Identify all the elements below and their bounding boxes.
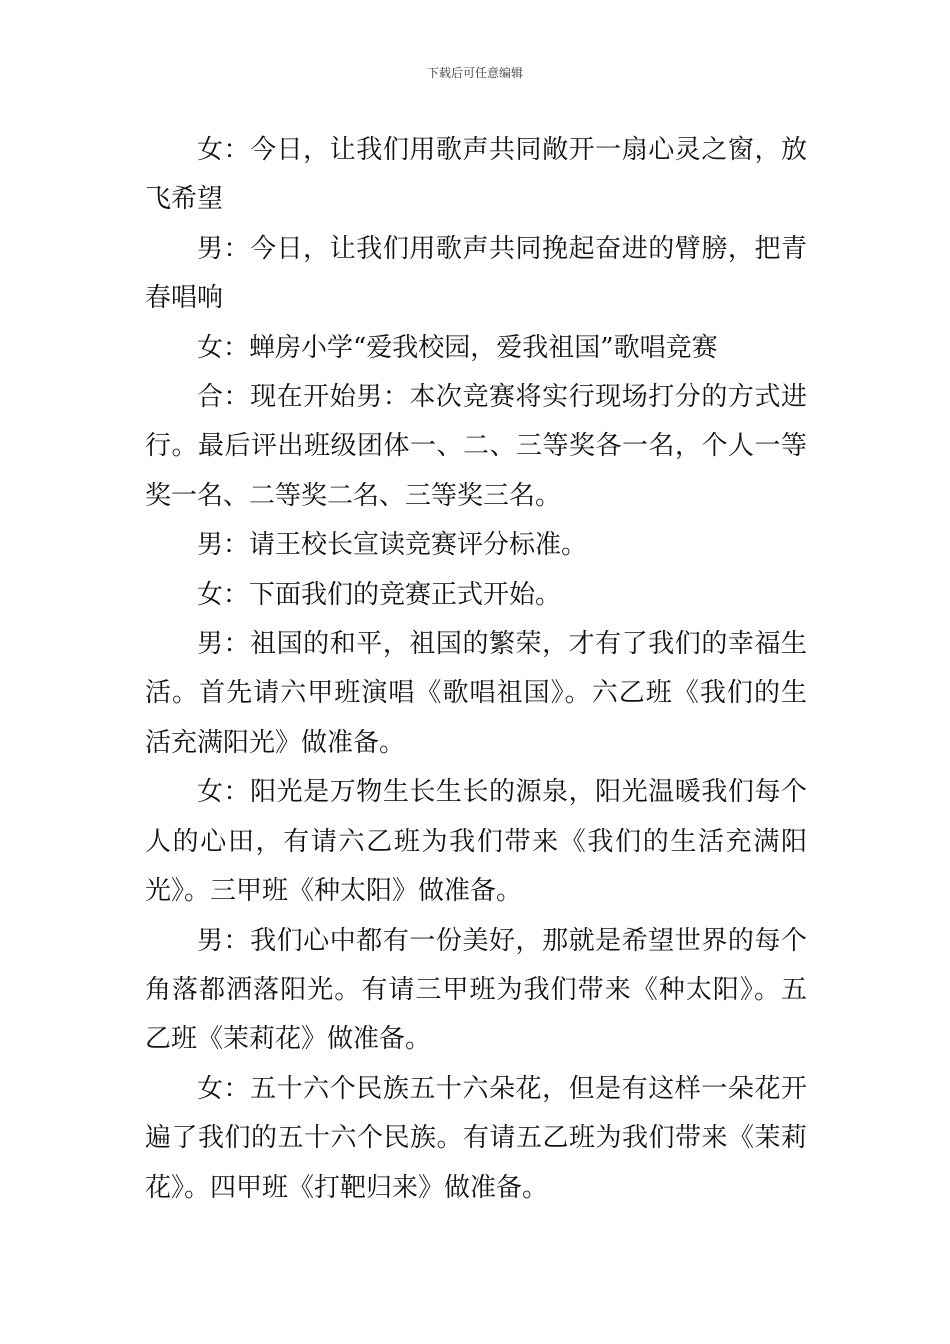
page-header: 下载后可任意编辑 bbox=[426, 66, 523, 80]
paragraph: 女：下面我们的竞赛正式开始。 bbox=[197, 579, 562, 610]
paragraph: 男：祖国的和平，祖国的繁荣，才有了我们的幸福生活。首先请六甲班演唱《歌唱祖国》。六乙班《我们的生活充满阳光》做准备。 bbox=[145, 629, 807, 758]
paragraph: 男：请王校长宣读竞赛评分标准。 bbox=[197, 530, 588, 561]
paragraph: 合：现在开始男：本次竞赛将实行现场打分的方式进行。最后评出班级团体一、二、三等奖各一名，个人一等奖一名、二等奖二名、三等奖三名。 bbox=[145, 382, 807, 511]
paragraph: 男：我们心中都有一份美好，那就是希望世界的每个角落都洒落阳光。有请三甲班为我们带来《种太阳》。五乙班《茉莉花》做准备。 bbox=[145, 925, 807, 1055]
paragraph: 男：今日，让我们用歌声共同挽起奋进的臂膀，把青春唱响 bbox=[145, 233, 807, 314]
paragraph: 女：五十六个民族五十六朵花，但是有这样一朵花开遍了我们的五十六个民族。有请五乙班为我们带来《茉莉花》。四甲班《打靶归来》做准备。 bbox=[145, 1073, 807, 1203]
paragraph: 女：今日，让我们用歌声共同敞开一扇心灵之窗，放飞希望 bbox=[145, 135, 807, 215]
document-body bbox=[145, 126, 807, 1213]
paragraph: 女：阳光是万物生长生长的源泉，阳光温暖我们每个人的心田，有请六乙班为我们带来《我们的生活充满阳光》。三甲班《种太阳》做准备。 bbox=[145, 777, 807, 907]
paragraph: 女：蝉房小学“爱我校园，爱我祖国”歌唱竞赛 bbox=[197, 332, 718, 363]
